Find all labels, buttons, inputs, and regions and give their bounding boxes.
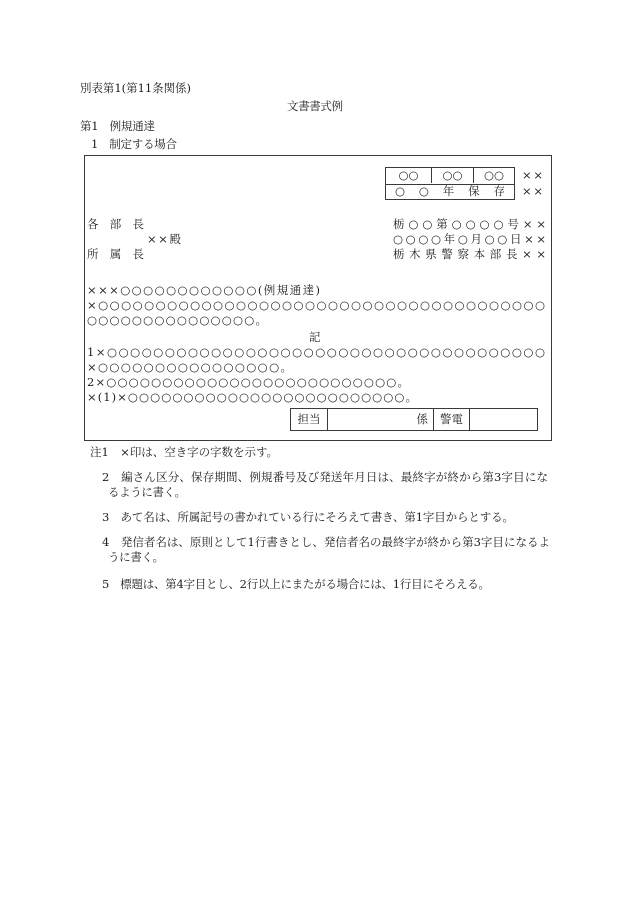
body-text-line: ○○○○○○○○○○○○○○○。 [87,313,269,327]
addressee-department-heads: 各 部 長 [87,217,144,231]
sender-name: 栃木県警察本部長×× [393,247,551,261]
note-line: 4 発信者名は、原則として1行書きとし、発信者名の最終字が終から第3字目になるよ [102,535,551,549]
note-line: うに書く。 [108,550,164,564]
file-cell: ○○ [473,168,514,183]
sender-document-number: 栃○○第○○○○号×× [393,217,550,231]
note-line: 3 あて名は、所属記号の書かれている行にそろえて書き、第1字目からとする。 [102,510,514,524]
addressee-honorific: ××殿 [147,232,183,246]
body-text-line: ×○○○○○○○○○○○○○○○○○○○○○○○○○○○○○○○○○○○○○○○ [87,298,547,312]
note-line: 注1 ×印は、空き字の字数を示す。 [90,445,278,459]
file-cell: ○○ [431,168,473,183]
note-line: 5 標題は、第4字目とし、2行以上にまたがる場合には、1行目にそろえる。 [102,577,490,591]
subsection-heading: 1 制定する場合 [91,137,177,151]
contact-label-keiden: 警電 [433,409,469,430]
file-classification-row [386,168,514,185]
note-line: 2 編さん区分、保存期間、例規番号及び発送年月日は、最終字が終から第3字目にな [102,470,549,484]
blank-mark: ×× [522,168,545,182]
contact-label-kakari: 係 [327,409,433,430]
form-title: 文書書式例 [287,99,343,113]
item-line: ×(1)×○○○○○○○○○○○○○○○○○○○○○○○○○。 [87,390,419,404]
retention-period: ○○年保存 [395,184,519,198]
contact-table [290,408,538,431]
item-line: 2×○○○○○○○○○○○○○○○○○○○○○○○○○○。 [87,375,411,389]
contact-label-tanto: 担当 [297,412,321,426]
item-line: ×○○○○○○○○○○○○○○○○。 [87,360,294,374]
ki-heading: 記 [309,330,321,344]
contact-blank-cell [469,409,537,430]
file-cell: ○○ [398,168,419,182]
body-title-line: ×××○○○○○○○○○○○○(例規通達) [87,283,322,297]
blank-mark: ×× [522,184,545,198]
section-heading: 第1 例規通達 [80,119,155,133]
sender-date: ○○○○年○月○○日×× [393,232,549,246]
item-line: 1×○○○○○○○○○○○○○○○○○○○○○○○○○○○○○○○○○○○○○○ [87,345,547,359]
note-line: るように書く。 [108,485,186,499]
addressee-unit-heads: 所 属 長 [87,247,144,261]
appendix-reference: 別表第1(第11条関係) [80,81,191,95]
